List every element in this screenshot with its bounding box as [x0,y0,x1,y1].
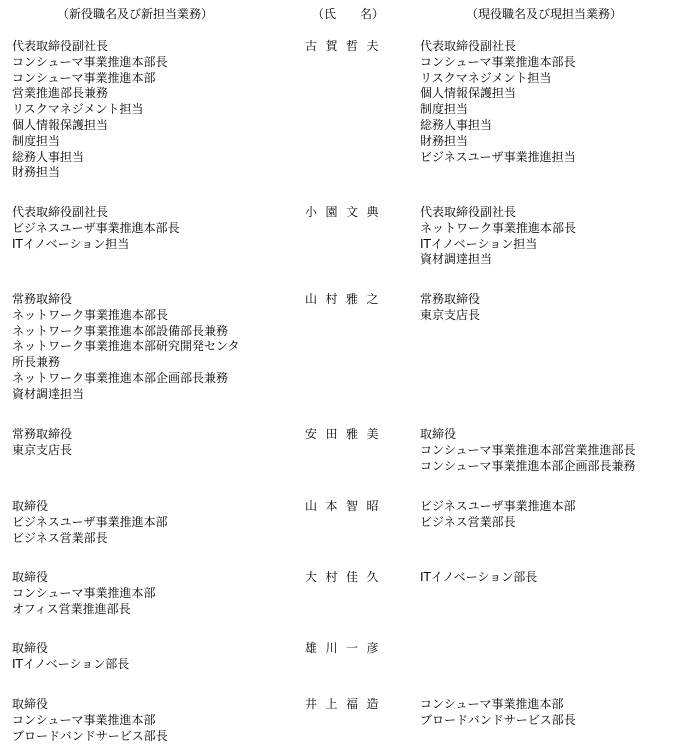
new-position-line: コンシューマ事業推進本部 [12,585,156,600]
new-position-line: 制度担当 [12,133,61,148]
new-position-block [12,499,292,546]
new-position-block [12,427,292,459]
current-position-line: ITイノベーション担当 [420,236,538,251]
header-name: （氏 名） [312,7,385,21]
new-position-line: ビジネス営業部長 [12,530,108,545]
current-position-line: 財務担当 [420,133,469,148]
header-current-positions: （現役職名及び現担当業務） [466,7,623,21]
person-name [305,205,405,221]
new-position-block [12,641,292,673]
new-position-line: コンシューマ事業推進本部長 [12,54,168,69]
current-position-line: コンシューマ事業推進本部 [420,697,564,711]
person-name [305,641,405,657]
new-position-line: 営業推進部長兼務 [12,86,109,101]
current-position-line: リスクマネジメント担当 [420,70,552,85]
new-position-line: ITイノベーション部長 [12,656,130,671]
new-position-line: オフィス営業推進部長 [12,601,131,616]
person-name [305,499,405,515]
header-new-positions: （新役職名及び新担当業務） [57,7,214,21]
new-position-line: 財務担当 [12,165,61,180]
current-position-line: 個人情報保護担当 [420,86,517,101]
current-position-block [420,39,674,165]
new-position-line: リスクマネジメント担当 [12,102,144,117]
person-name-text: 小園文典 [305,205,388,219]
new-position-line: 常務取締役 [12,292,73,306]
new-position-block [12,292,292,403]
new-position-line: ITイノベーション担当 [12,236,130,251]
new-position-line: 代表取締役副社長 [12,205,109,219]
new-position-line: ネットワーク事業推進本部研究開発センタ [12,339,240,354]
new-position-block [12,39,292,181]
current-position-line: コンシューマ事業推進本部企画部長兼務 [420,458,636,473]
current-position-line: 代表取締役副社長 [420,205,517,219]
new-position-line: 個人情報保護担当 [12,117,109,132]
new-position-line: ネットワーク事業推進本部企画部長兼務 [12,370,229,385]
person-name [305,39,405,55]
current-position-line: ビジネス営業部長 [420,514,516,529]
new-position-line: 取締役 [12,641,49,655]
new-position-line: 常務取締役 [12,427,73,441]
new-position-line: 資材調達担当 [12,386,85,401]
current-position-line: ITイノベーション部長 [420,570,538,584]
current-position-block [420,292,674,324]
new-position-line: コンシューマ事業推進本部 [12,70,156,85]
new-position-line: 取締役 [12,570,49,584]
current-position-line: 制度担当 [420,102,469,117]
new-position-line: 総務人事担当 [12,149,85,164]
person-name-text: 古賀哲夫 [305,39,388,53]
new-position-line: ビジネスユーザ事業推進本部長 [12,220,180,235]
current-position-line: ネットワーク事業推進本部長 [420,220,577,235]
new-position-line: ネットワーク事業推進本部設備部長兼務 [12,323,229,338]
new-position-line: 代表取締役副社長 [12,39,109,53]
new-position-line: ビジネスユーザ事業推進本部 [12,514,168,529]
current-position-block [420,570,674,586]
person-name [305,292,405,308]
person-name [305,570,405,586]
new-position-line: 所長兼務 [12,355,61,370]
current-position-line: 取締役 [420,427,457,441]
new-position-line: 取締役 [12,697,49,711]
current-position-block [420,205,674,268]
current-position-line: コンシューマ事業推進本部営業推進部長 [420,442,636,457]
current-position-line: ビジネスユーザ事業推進本部 [420,499,576,513]
person-name-text: 井上福造 [305,697,388,711]
current-position-line: 常務取締役 [420,292,481,306]
current-position-line: ブロードバンドサービス部長 [420,712,576,727]
current-position-line: 総務人事担当 [420,117,493,132]
new-position-line: ブロードバンドサービス部長 [12,728,168,743]
new-position-line: 東京支店長 [12,442,73,457]
current-position-block [420,427,674,474]
person-name-text: 大村佳久 [305,570,388,584]
person-name-text: 雄川一彦 [305,641,388,655]
person-name-text: 山本智昭 [305,499,388,513]
new-position-block [12,205,292,252]
current-position-line: 代表取締役副社長 [420,39,517,53]
current-position-line: 資材調達担当 [420,252,493,267]
current-position-block [420,499,674,531]
new-position-line: 取締役 [12,499,49,513]
new-position-line: ネットワーク事業推進本部長 [12,307,169,322]
person-name-text: 山村雅之 [305,292,388,306]
current-position-line: ビジネスユーザ事業推進担当 [420,149,576,164]
person-name [305,697,405,713]
new-position-line: コンシューマ事業推進本部 [12,712,156,727]
new-position-block [12,697,292,744]
person-name-text: 安田雅美 [305,427,388,441]
current-position-line: 東京支店長 [420,307,481,322]
person-name [305,427,405,443]
current-position-line: コンシューマ事業推進本部長 [420,54,576,69]
current-position-block [420,697,674,729]
new-position-block [12,570,292,617]
